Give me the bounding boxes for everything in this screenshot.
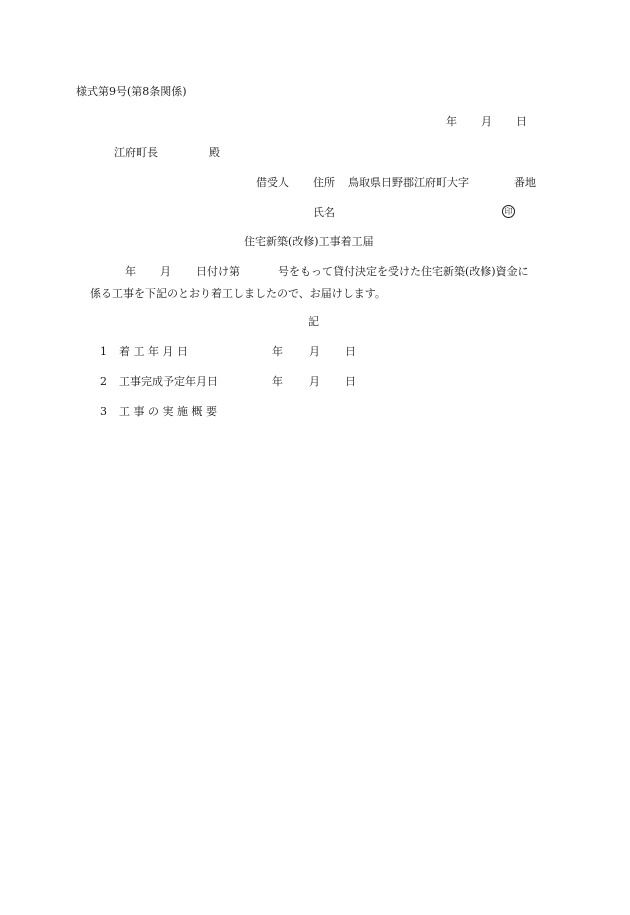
date-year-label: 年	[446, 115, 457, 128]
body-month-label: 月	[160, 265, 171, 278]
body-year-label: 年	[125, 265, 136, 278]
date-month-label: 月	[481, 115, 492, 128]
item-1-label: 着 工 年 月 日	[119, 345, 188, 358]
body-text-line-2: 係る工事を下記のとおり着工しましたので、お届けします。	[90, 287, 386, 300]
item-2-label: 工事完成予定年月日	[119, 375, 218, 388]
seal-mark-icon: 印	[502, 205, 515, 218]
addressee-title: 江府町長	[114, 146, 158, 159]
address-value: 鳥取県日野郡江府町大字	[348, 176, 469, 189]
address-label: 住所	[313, 176, 335, 189]
borrower-label: 借受人	[256, 176, 289, 189]
addressee-suffix: 殿	[209, 146, 220, 159]
item-1-number: 1	[100, 345, 107, 358]
item-1-day-label: 日	[345, 345, 356, 358]
item-1-year-label: 年	[272, 345, 283, 358]
address-suffix: 番地	[514, 176, 536, 189]
item-2-number: 2	[100, 375, 107, 388]
document-title: 住宅新築(改修)工事着工届	[244, 235, 374, 248]
item-2-day-label: 日	[345, 375, 356, 388]
item-2-month-label: 月	[309, 375, 320, 388]
item-3-number: 3	[100, 405, 107, 418]
item-3-label: 工 事 の 実 施 概 要	[119, 405, 217, 418]
name-label: 氏名	[313, 206, 335, 219]
form-number: 様式第9号(第8条関係)	[76, 85, 187, 98]
body-text-line-1: 号をもって貸付決定を受けた住宅新築(改修)資金に	[278, 265, 529, 278]
ki-heading: 記	[308, 315, 319, 328]
item-2-year-label: 年	[272, 375, 283, 388]
date-day-label: 日	[516, 115, 527, 128]
body-dated-label: 日付け第	[196, 265, 240, 278]
item-1-month-label: 月	[309, 345, 320, 358]
